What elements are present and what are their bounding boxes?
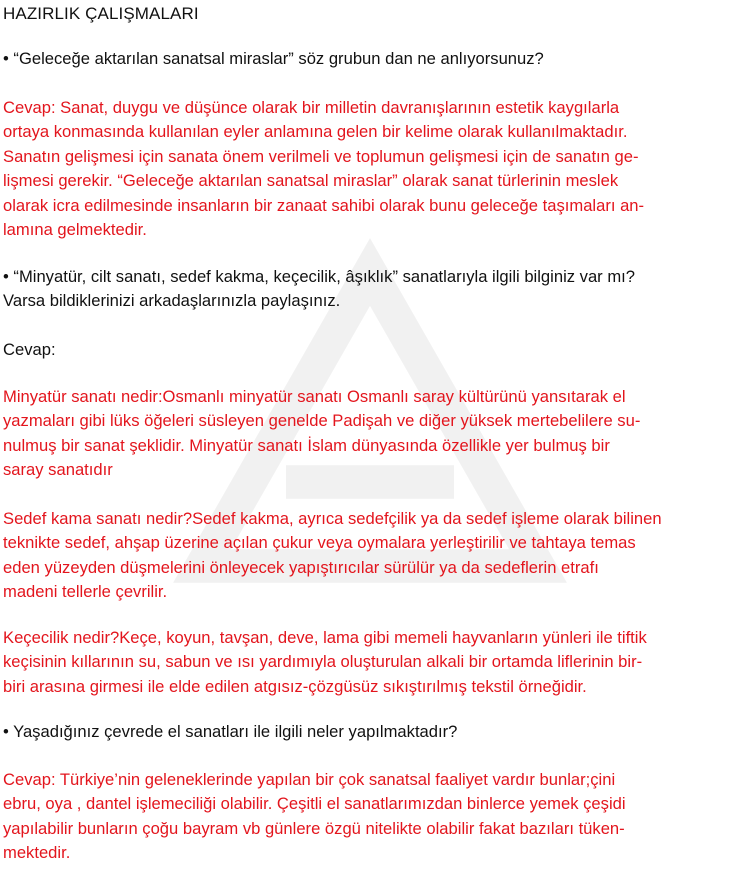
answer-2-label: Cevap:: [3, 340, 56, 359]
answer-3: Cevap: Türkiye’nin geleneklerinde yapılan bir çok sanatsal faaliyet vardır bunlar;çini ebru, oya , dantel işlemeciliği olabilir. Çeşitli el sanatlarımızdan binlerce yemek çeşidi yapılabilir bunların çoğu bayram vb günlere özgü nitelikte olabilir fakat bazıları tüken- mektedir.: [3, 770, 626, 863]
answer-2-sedef: Sedef kama sanatı nedir?Sedef kakma, ayrıca sedefçilik ya da sedef işleme olarak bilinen teknikte sedef, ahşap üzerine açılan çukur veya oymalara yerleştirilir ve tahtaya temas eden yüzeyden düşmelerini önleyecek yapıştırıcılar sürülür ya da sedeflerin etrafı madeni tellerle çevrilir.: [3, 509, 662, 602]
answer-2-minyatur: Minyatür sanatı nedir:Osmanlı minyatür sanatı Osmanlı saray kültürünü yansıtarak el yazmaları gibi lüks öğeleri süsleyen genelde Padişah ve diğer yüksek mertebelilere su- nulmuş bir sanat şeklidir. Minyatür sanatı İslam dünyasında özellikle yer bulmuş bir saray sanatıdır: [3, 387, 641, 480]
page-heading: HAZIRLIK ÇALIŞMALARI: [3, 4, 199, 23]
question-2: • “Minyatür, cilt sanatı, sedef kakma, keçecilik, âşıklık” sanatlarıyla ilgili bilginiz var mı? Varsa bildiklerinizi arkadaşlarınızla paylaşınız.: [3, 267, 635, 311]
question-1: • “Geleceğe aktarılan sanatsal miraslar” söz grubun dan ne anlıyorsunuz?: [3, 49, 544, 68]
answer-2-kececilik: Keçecilik nedir?Keçe, koyun, tavşan, deve, lama gibi memeli hayvanların yünleri ile tiftik keçisinin kıllarının su, sabun ve ısı yardımıyla oluşturulan alkali bir ortamda liflerinin bir- biri arasına girmesi ile elde edilen atgısız-çözgüsüz sıkıştırılmış tekstil örneğidir.: [3, 628, 647, 696]
answer-1: Cevap: Sanat, duygu ve düşünce olarak bir milletin davranışlarının estetik kaygılarla ortaya konmasında kullanılan eyler anlamına gelen bir kelime olarak kullanılmaktadır. Sanatın gelişmesi için sanata önem verilmeli ve toplumun gelişmesi için de sanatın ge- lişmesi gerekir. “Geleceğe aktarılan sanatsal miraslar” olarak sanat türlerinin meslek olarak icra edilmesinde insanların bir zanaat sahibi olarak bunu geleceğe taşımaları an- lamına gelmektedir.: [3, 98, 645, 240]
question-3: • Yaşadığınız çevrede el sanatları ile ilgili neler yapılmaktadır?: [3, 722, 458, 741]
